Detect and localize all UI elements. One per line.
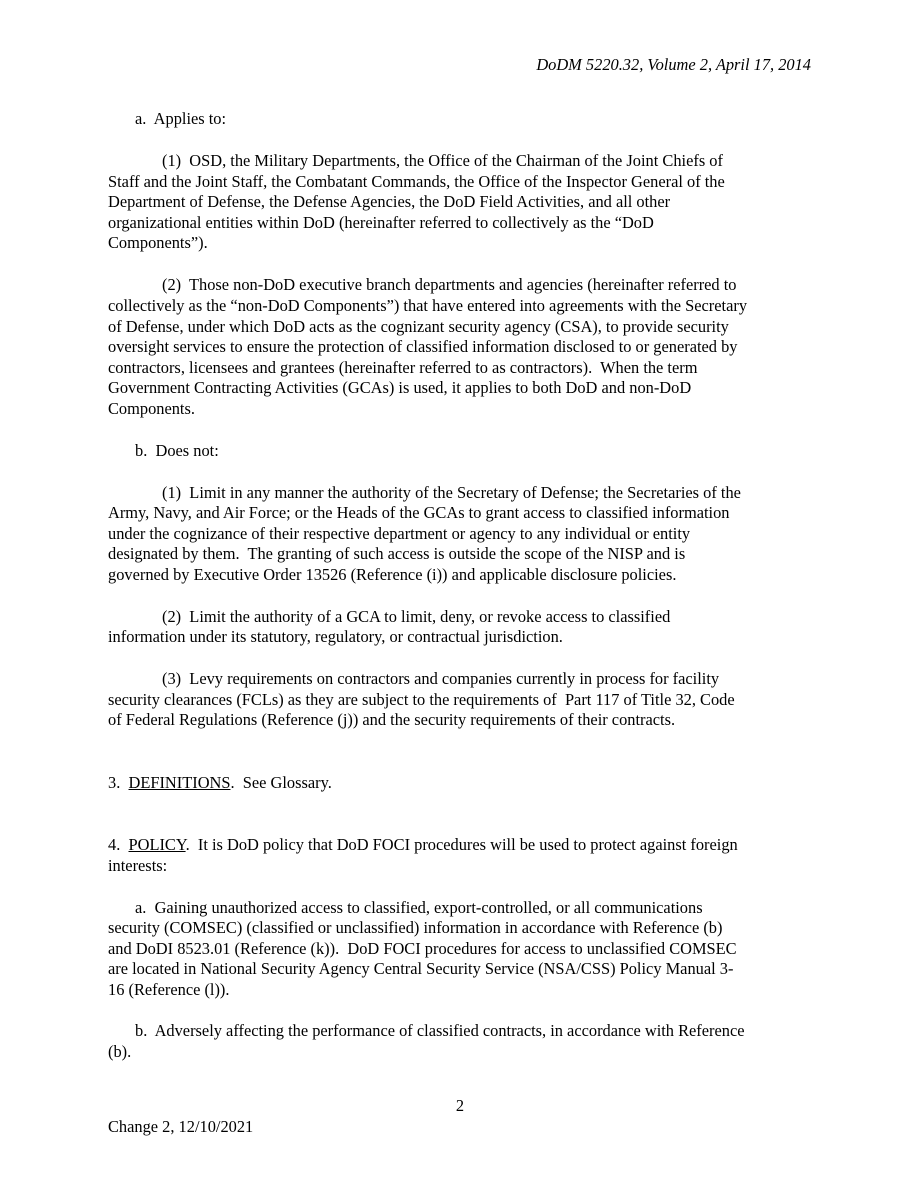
document-footer: Change 2, 12/10/2021 <box>108 1117 254 1136</box>
para-a2-line: oversight services to ensure the protection of classified information disclosed to or generated by <box>108 337 738 356</box>
para-b2-line: information under its statutory, regulatory, or contractual jurisdiction. <box>108 627 563 646</box>
para-b3-line: (3) Levy requirements on contractors and companies currently in process for facility <box>162 669 720 688</box>
para-4a-line: and DoDI 8523.01 (Reference (k)). DoD FOCI procedures for access to unclassified COMSEC <box>108 939 737 958</box>
para-4a-line: are located in National Security Agency Central Security Service (NSA/CSS) Policy Manual 3- <box>108 959 734 978</box>
section-3-title: DEFINITIONS <box>128 773 231 792</box>
para-4a-line: a. Gaining unauthorized access to classified, export-controlled, or all communications <box>135 898 703 917</box>
page-number: 2 <box>455 1096 465 1115</box>
para-4b-line: (b). <box>108 1042 132 1061</box>
section-3-number: 3. <box>108 773 129 792</box>
para-b1-line: (1) Limit in any manner the authority of the Secretary of Defense; the Secretaries of the <box>162 483 741 502</box>
para-a2-line: of Defense, under which DoD acts as the cognizant security agency (CSA), to provide security <box>108 317 729 336</box>
section-b-heading: b. Does not: <box>135 441 219 460</box>
para-a1-line: Components”). <box>108 233 208 252</box>
section-4-text: . It is DoD policy that DoD FOCI procedures will be used to protect against foreign <box>185 835 738 854</box>
para-a2-line: collectively as the “non-DoD Components”) that have entered into agreements with the Secretary <box>108 296 748 315</box>
section-a-heading: a. Applies to: <box>135 109 227 128</box>
para-b1-line: designated by them. The granting of such access is outside the scope of the NISP and is <box>108 544 686 563</box>
para-a1-line: organizational entities within DoD (hereinafter referred to collectively as the “DoD <box>108 213 654 232</box>
section-3-heading <box>108 773 332 794</box>
para-a1-line: Staff and the Joint Staff, the Combatant Commands, the Office of the Inspector General of the <box>108 172 725 191</box>
para-4b-line: b. Adversely affecting the performance of classified contracts, in accordance with Reference <box>135 1021 745 1040</box>
para-b3-line: security clearances (FCLs) as they are subject to the requirements of Part 117 of Title 32, Code <box>108 690 735 709</box>
section-4-heading <box>108 835 738 856</box>
para-4a-line: security (COMSEC) (classified or unclassified) information in accordance with Reference (b) <box>108 918 723 937</box>
section-4-title: POLICY <box>128 835 186 854</box>
document-header: DoDM 5220.32, Volume 2, April 17, 2014 <box>536 55 811 74</box>
para-b1-line: under the cognizance of their respective department or agency to any individual or entity <box>108 524 691 543</box>
para-b2-line: (2) Limit the authority of a GCA to limit, deny, or revoke access to classified <box>162 607 671 626</box>
para-a2-line: Components. <box>108 399 195 418</box>
section-4-number: 4. <box>108 835 129 854</box>
section-4-line: interests: <box>108 856 168 875</box>
para-a2-line: (2) Those non-DoD executive branch departments and agencies (hereinafter referred to <box>162 275 737 294</box>
para-b3-line: of Federal Regulations (Reference (j)) and the security requirements of their contracts. <box>108 710 676 729</box>
para-b1-line: Army, Navy, and Air Force; or the Heads of the GCAs to grant access to classified information <box>108 503 730 522</box>
para-a2-line: contractors, licensees and grantees (hereinafter referred to as contractors). When the term <box>108 358 698 377</box>
para-4a-line: 16 (Reference (l)). <box>108 980 230 999</box>
para-a2-line: Government Contracting Activities (GCAs) is used, it applies to both DoD and non-DoD <box>108 378 692 397</box>
para-a1-line: (1) OSD, the Military Departments, the Office of the Chairman of the Joint Chiefs of <box>162 151 723 170</box>
section-3-text: . See Glossary. <box>230 773 332 792</box>
para-a1-line: Department of Defense, the Defense Agencies, the DoD Field Activities, and all other <box>108 192 671 211</box>
para-b1-line: governed by Executive Order 13526 (Reference (i)) and applicable disclosure policies. <box>108 565 677 584</box>
